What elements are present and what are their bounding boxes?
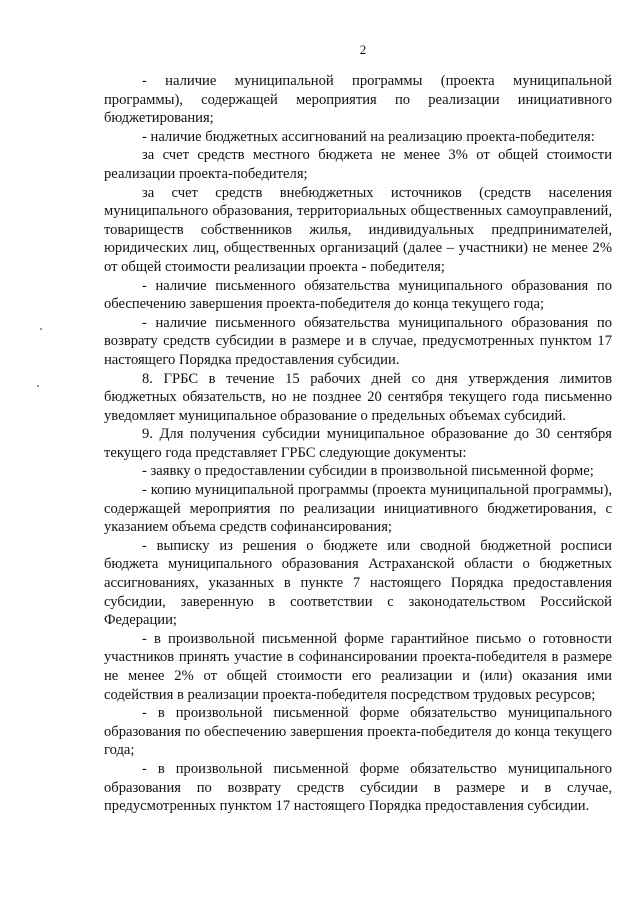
scan-artifact bbox=[37, 385, 39, 387]
page-number: 2 bbox=[359, 42, 367, 57]
paragraph: - в произвольной письменной форме обязательство муниципального образования по возврату средств субсидии в размере и в случае, предусмотренных пунктом 17 настоящего Порядка предоставления субсидии. bbox=[104, 760, 612, 815]
scan-artifact bbox=[40, 328, 42, 330]
paragraph: - в произвольной письменной форме гарантийное письмо о готовности участников принять участие в софинансировании проекта-победителя в размере не менее 2% от общей стоимости его реализации и (или) оказания ими содействия в реализации проекта-победителя посредством трудовых ресурсов; bbox=[104, 630, 612, 703]
paragraph: 8. ГРБС в течение 15 рабочих дней со дня утверждения лимитов бюджетных обязательств, но не позднее 20 сентября текущего года письменно уведомляет муниципальное образование о предельных объемах субсидий. bbox=[104, 370, 612, 424]
document-body bbox=[104, 72, 612, 816]
paragraph: за счет средств внебюджетных источников (средств населения муниципального образования, территориальных общественных самоуправлений, товариществ собственников жилья, индивидуальных предпринимателей, юридических лиц, общественных организаций (далее – участники) не менее 2% от общей стоимости реализации проекта - победителя; bbox=[104, 184, 612, 275]
paragraph: - наличие письменного обязательства муниципального образования по обеспечению завершения проекта-победителя до конца текущего года; bbox=[104, 277, 612, 313]
document-page bbox=[104, 42, 612, 816]
paragraph: - наличие муниципальной программы (проекта муниципальной программы), содержащей мероприятия по реализации инициативного бюджетирования; bbox=[104, 73, 612, 127]
paragraph: - наличие письменного обязательства муниципального образования по возврату средств субсидии в размере и в случае, предусмотренных пунктом 17 настоящего Порядка предоставления субсидии. bbox=[104, 314, 612, 368]
paragraph: 9. Для получения субсидии муниципальное образование до 30 сентября текущего года представляет ГРБС следующие документы: bbox=[104, 426, 612, 461]
paragraph: - копию муниципальной программы (проекта муниципальной программы), содержащей мероприятия по реализации инициативного бюджетирования, с указанием объема средств софинансирования; bbox=[104, 482, 612, 536]
paragraph: - в произвольной письменной форме обязательство муниципального образования по обеспечению завершения проекта-победителя до конца текущего года; bbox=[104, 705, 612, 759]
paragraph: - выписку из решения о бюджете или сводной бюджетной росписи бюджета муниципального образования Астраханской области о бюджетных ассигнованиях, указанных в пункте 7 настоящего Порядка предоставления субсидии, заверенную в соответствии с законодательством Российской Федерации; bbox=[104, 537, 612, 629]
paragraph: за счет средств местного бюджета не менее 3% от общей стоимости реализации проекта-победителя; bbox=[104, 147, 612, 182]
paragraph: - заявку о предоставлении субсидии в произвольной письменной форме; bbox=[142, 463, 594, 480]
paragraph: - наличие бюджетных ассигнований на реализацию проекта-победителя: bbox=[142, 128, 595, 145]
